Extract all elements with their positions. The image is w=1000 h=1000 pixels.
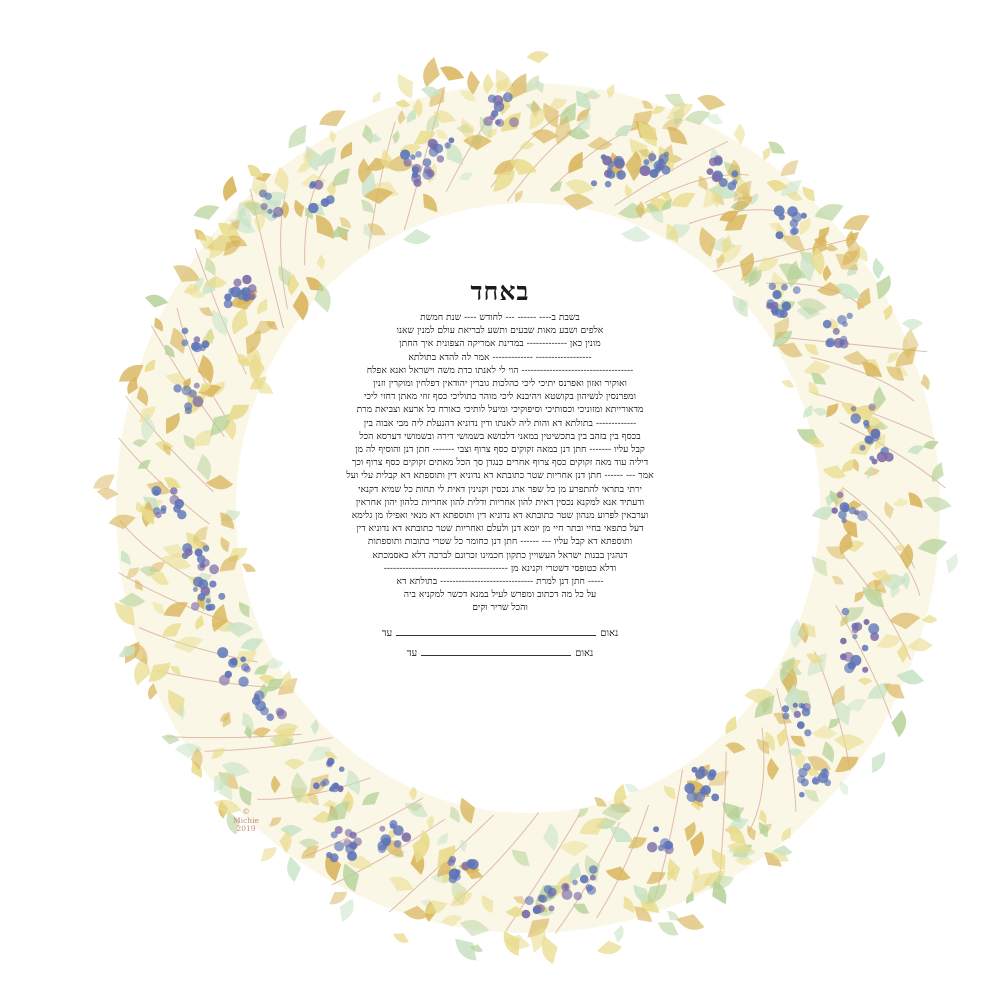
ketubah-line: בכסף בין בזהב בין בתכשיטין במאני דלבושא בשמושי דירה ובשמושי דערסא הכל	[359, 430, 641, 442]
ketubah-line: ----- חתן דנן למרת ------------------------------ בתולתא דא	[396, 576, 604, 588]
ketubah-line: ------------------------------------ הוי לי לאנתו כדת משה וישראל ואנא אפלח	[366, 364, 634, 376]
ketubah-line: אלפים ושבע מאות שבעים ותשע לבריאת עולם למנין שאנו	[396, 325, 604, 337]
signature-line[interactable]	[396, 625, 596, 636]
ketubah-line: ------------------ ------------- אמר לה להדא בתולתא	[408, 351, 592, 363]
ketubah-line: דנהגין בבנות ישראל העשויין כתקון חכמינו זכרונם לברכה דלא כאסמכתא	[372, 549, 628, 561]
ketubah-line: ומפרנסין לנשיהון בקושטא ויהיבנא ליכי מוהר בתוליכי כסף זוזי מאתן דחזי ליכי	[364, 391, 636, 403]
ketubah-line: מדאורייתא ומזוניכי וכסותיכי וסיפוקיכי ומיעל לותיכי כאורח כל ארעא וצביאת מרת	[356, 404, 644, 416]
signature-line[interactable]	[421, 645, 571, 656]
ketubah-line: ותוספתא דא קבל עליו --- ------ חתן דנן כחומר כל שטרי כתובות ותוספתות	[367, 536, 633, 548]
ketubah-line: על כל מה דכתוב ומפרש לעיל במנא דכשר למקניא ביה	[403, 589, 597, 601]
witness-label: עד	[406, 647, 418, 659]
artist-name: Michie	[233, 815, 259, 825]
signature-label: נאום	[575, 647, 594, 659]
ketubah-line: אמר --- ------ חתן דנן אחריות שטר כתובתא דא נדוניא דין ותוספתא דא קבלית עלי ועל	[346, 470, 654, 482]
ketubah-line: ירתי בתראי להתפרע מן כל שפר ארג נכסין וקנינין דאית לי תחות כל שמיא דקנאי	[358, 483, 642, 495]
ketubah-line: ודלא כטופסי דשטרי וקנינא מן ----------------------------------------	[383, 562, 617, 574]
ketubah-line: בשבת ב---- ------ --- לחודש ---- שנת חמשת	[420, 312, 580, 323]
ketubah-line: והכל שריר וקים	[472, 602, 528, 614]
ketubah-line: דיליה עוד מאה זקוקים כסף צרוף אחרים כנגדן סך הכל מאתים זקוקים כסף צרוף וכך	[351, 457, 649, 469]
copyright-symbol: ©	[242, 807, 250, 816]
ketubah-title: באחד	[470, 277, 530, 306]
ketubah-line: ודעתיד אנא למקנא נכסין דאית להון אחריות ודלית להון אחריות כלהון יהון אחראין	[355, 496, 645, 508]
ketubah-line: וערבאין לפרוע מנהון שטר כתובתא דא נדוניא דין ותוספתא דא מנאי ואפילו מן גלימא	[351, 510, 649, 522]
witness-label: עד	[381, 627, 393, 639]
ketubah-line: דעל כתפאי בחיי ובתר חיי מן יומא דנן ולעלם ואחריות שטר כתובתא דא נדוניא דין	[356, 523, 644, 535]
ketubah-line: מונין כאן ------------- במדינת אמריקה הצפונית איך החתן	[399, 338, 601, 350]
ketubah-line: ------------- בתולתא דא והות ליה לאנתו ודין נדוניא דהנעלת ליה מבי אבוה בין	[363, 417, 637, 429]
ketubah-body	[255, 311, 745, 615]
ketubah-line: קבל עליו ------- חתן דנן במאה זקוקים כסף צרוף וצבי ------- חתן דנן והוסיף לה מן	[355, 444, 645, 456]
signature-label: נאום	[600, 627, 619, 639]
signature-block	[255, 624, 745, 664]
bride-signature-row	[255, 644, 745, 664]
artist-year: 2019	[236, 824, 256, 833]
groom-signature-row	[255, 624, 745, 644]
ketubah-text-block	[255, 278, 745, 664]
artist-signature	[226, 808, 266, 834]
ketubah-line: ואוקיר ואזון ואפרנס יתיכי ליכי כהלכות גוברין יהודאין דפלחין ומוקרין וזנין	[373, 378, 627, 390]
